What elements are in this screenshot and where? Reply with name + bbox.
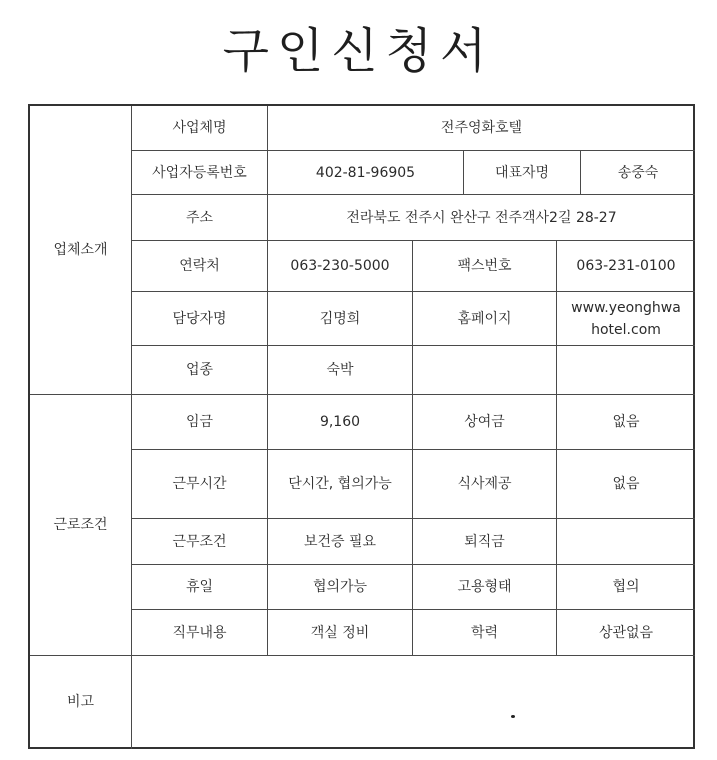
manager-value[interactable]: 김명희	[319, 310, 361, 327]
fax-value[interactable]: 063-231-0100	[576, 258, 676, 274]
business-name-label: 사업체명	[172, 120, 227, 136]
duty-value[interactable]: 객실 정비	[310, 624, 370, 641]
business-name-value[interactable]: 전주영화호텔	[440, 120, 523, 136]
education-label: 학력	[470, 624, 499, 641]
homepage-value[interactable]	[557, 292, 695, 345]
duty-label: 직무내용	[172, 624, 227, 641]
holiday-label: 휴일	[185, 579, 214, 595]
meal-value[interactable]: 없음	[612, 476, 640, 492]
fax-label: 팩스번호	[457, 258, 512, 274]
industry-value[interactable]: 숙박	[326, 362, 354, 378]
meal-label: 식사제공	[457, 476, 512, 492]
remarks-value[interactable]	[132, 656, 695, 749]
employment-type-value[interactable]: 협의	[612, 579, 640, 595]
ink-speck	[511, 715, 515, 718]
homepage-line-1: www.yeonghwa	[571, 299, 681, 316]
industry-label: 업종	[185, 362, 214, 378]
section-label-remarks: 비고	[66, 694, 95, 710]
severance-value[interactable]	[557, 519, 695, 564]
contact-value[interactable]: 063-230-5000	[290, 258, 390, 274]
manager-label: 담당자명	[172, 310, 227, 327]
wage-label: 임금	[185, 414, 214, 430]
employment-type-label: 고용형태	[457, 579, 512, 595]
section-label-conditions: 근로조건	[53, 516, 108, 533]
bonus-label: 상여금	[464, 414, 505, 430]
empty-cell	[557, 346, 695, 394]
reg-no-label: 사업자등록번호	[152, 164, 247, 181]
homepage-line-2: hotel.com	[591, 321, 661, 338]
education-value[interactable]: 상관없음	[598, 624, 654, 641]
homepage-label: 홈페이지	[457, 310, 512, 327]
form-title: 구인신청서	[222, 23, 495, 79]
reg-no-value[interactable]: 402-81-96905	[315, 164, 416, 181]
section-label-company: 업체소개	[53, 242, 108, 258]
hours-label: 근무시간	[172, 476, 227, 492]
holiday-value[interactable]: 협의가능	[312, 579, 368, 595]
work-condition-value[interactable]: 보건증 필요	[303, 533, 377, 550]
wage-value[interactable]: 9,160	[319, 414, 361, 430]
severance-label: 퇴직금	[464, 533, 505, 550]
empty-cell	[413, 346, 556, 394]
job-application-form	[28, 104, 695, 749]
ceo-value[interactable]: 송중숙	[617, 164, 659, 181]
hours-value[interactable]: 단시간, 협의가능	[288, 476, 392, 492]
address-value[interactable]: 전라북도 전주시 완산구 전주객사2길 28-27	[346, 209, 617, 226]
contact-label: 연락처	[179, 258, 220, 274]
address-label: 주소	[185, 209, 214, 226]
bonus-value[interactable]: 없음	[612, 414, 640, 430]
work-condition-label: 근무조건	[172, 533, 227, 550]
ceo-label: 대표자명	[494, 164, 550, 181]
